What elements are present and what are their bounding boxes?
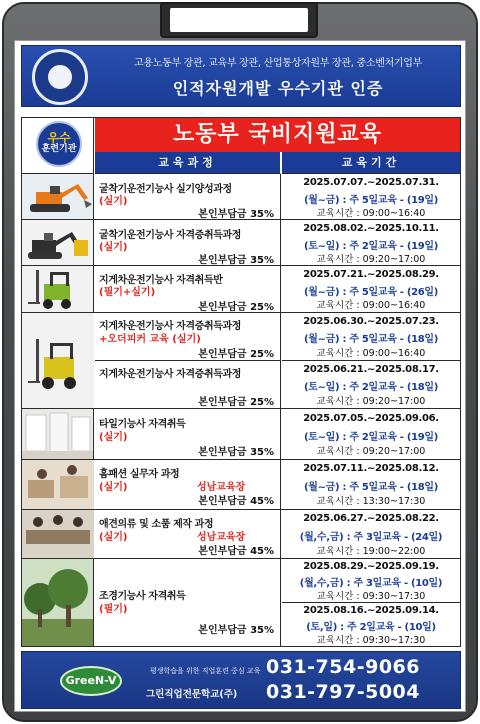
table-row bbox=[22, 313, 460, 361]
course-type: (실기) bbox=[99, 432, 128, 443]
period-time: 교육시간 : 13:30~17:30 bbox=[316, 496, 426, 507]
course-name: 지게차운전기능사 자격증취득과정 bbox=[99, 369, 241, 380]
contact-footer bbox=[21, 651, 461, 709]
period-days: (월~금) : 주 5일교육 - (18일) bbox=[303, 334, 439, 345]
period-date: 2025.06.30.~2025.07.23. bbox=[303, 316, 439, 327]
school-tagline: 평생학습을 위한 직업훈련 중심 교육 bbox=[150, 667, 261, 675]
school-name: 그린직업전문학교(주) bbox=[146, 689, 238, 700]
period-date: 2025.07.11.~2025.08.12. bbox=[303, 463, 439, 474]
period-days: (토~일) : 주 2일교육 - (18일) bbox=[303, 382, 439, 393]
period-date: 2025.07.05.~2025.09.06. bbox=[303, 413, 439, 424]
period-days: (토~일) : 주 2일교육 - (19일) bbox=[303, 432, 439, 443]
course-type: (실기) bbox=[99, 242, 128, 253]
course-name: 굴착기운전기능사 자격증취득과정 bbox=[99, 230, 241, 241]
period-date: 2025.07.07.~2025.07.31. bbox=[303, 177, 439, 188]
period-date: 2025.07.21.~2025.08.29. bbox=[303, 269, 439, 280]
course-cost: 본인부담금 35% bbox=[198, 255, 274, 266]
period-days: (토,일) : 주 2일교육 - (10일) bbox=[306, 622, 436, 633]
course-table bbox=[21, 117, 461, 647]
period-date: 2025.06.27.~2025.08.22. bbox=[303, 513, 439, 524]
table-row bbox=[22, 460, 460, 510]
period-date: 2025.08.16.~2025.09.14. bbox=[303, 605, 439, 616]
tile-room-photo bbox=[22, 409, 94, 459]
course-name: 지게차운전기능사 자격증취득과정 bbox=[99, 321, 241, 332]
course-type: (필기) bbox=[99, 604, 128, 615]
course-type: (실기) bbox=[99, 482, 128, 493]
table-row bbox=[22, 361, 460, 409]
period-time: 교육시간 : 09:20~17:00 bbox=[316, 396, 426, 407]
certification-banner bbox=[21, 45, 461, 107]
course-type: (실기) bbox=[99, 532, 128, 543]
period-divider bbox=[282, 602, 460, 603]
course-name: 지게차운전기능사 자격취득반 bbox=[99, 275, 223, 286]
course-name: 조경기능사 자격취득 bbox=[99, 591, 186, 602]
period-date: 2025.06.21.~2025.08.17. bbox=[303, 364, 439, 375]
period-days: (월,수,금) : 주 3일교육 - (24일) bbox=[299, 532, 443, 543]
table-row bbox=[22, 220, 460, 266]
badge-line1: 우수 bbox=[47, 131, 71, 145]
course-type: (실기) bbox=[99, 196, 128, 207]
course-cost: 본인부담금 25% bbox=[198, 349, 274, 360]
period-days: (월~금) : 주 5일교육 - (18일) bbox=[303, 482, 439, 493]
column-header-period: 교육기간 bbox=[282, 152, 460, 174]
table-row bbox=[22, 510, 460, 559]
period-time: 교육시간 : 09:00~16:40 bbox=[316, 300, 426, 311]
period-time: 교육시간 : 19:00~22:00 bbox=[316, 546, 426, 557]
excavator-photo bbox=[22, 174, 94, 219]
flyer-sheet bbox=[14, 40, 466, 712]
course-cost: 본인부담금 35% bbox=[198, 625, 274, 636]
table-row bbox=[22, 559, 460, 646]
course-cost: 본인부담금 45% bbox=[198, 546, 274, 557]
period-days: (토~일) : 주 2일교육 - (19일) bbox=[303, 241, 439, 252]
course-type: (필기+실기) bbox=[99, 287, 156, 298]
hrd-emblem-center bbox=[48, 65, 72, 89]
table-row bbox=[22, 266, 460, 313]
excavator-photo bbox=[22, 220, 94, 265]
period-days: (월,수,금) : 주 3일교육 - (10일) bbox=[299, 578, 443, 589]
course-cost: 본인부담금 35% bbox=[198, 209, 274, 220]
period-time: 교육시간 : 09:20~17:00 bbox=[316, 254, 426, 265]
period-time: 교육시간 : 09:00~16:40 bbox=[316, 348, 426, 359]
greenv-logo-icon: GreeN-V bbox=[60, 666, 122, 696]
course-name: 굴착기운전기능사 실기양성과정 bbox=[99, 184, 232, 195]
period-time: 교육시간 : 09:30~17:30 bbox=[316, 635, 426, 646]
course-location: 성남교육장 bbox=[197, 532, 246, 543]
course-cost: 본인부담금 35% bbox=[198, 447, 274, 458]
excellent-institution-badge bbox=[22, 118, 94, 174]
course-name: 타일기능사 자격취득 bbox=[99, 419, 186, 430]
period-date: 2025.08.02.~2025.10.11. bbox=[303, 223, 439, 234]
course-name: 홈패션 실무자 과정 bbox=[99, 469, 180, 480]
table-row bbox=[22, 409, 460, 460]
column-header-course: 교육과정 bbox=[95, 152, 281, 174]
table-row bbox=[22, 174, 460, 220]
course-cost: 본인부담금 25% bbox=[198, 302, 274, 313]
clipboard-clip-window bbox=[170, 8, 308, 32]
badge-line2: 훈련기관 bbox=[41, 144, 77, 155]
course-type: +오더피커 교육 (실기) bbox=[99, 334, 201, 345]
banner-subtitle: 고용노동부 장관, 교육부 장관, 산업통상자원부 장관, 중소벤처기업부 bbox=[134, 58, 422, 69]
landscaping-photo bbox=[22, 559, 94, 646]
phone-number-1[interactable]: 031-754-9066 bbox=[266, 656, 420, 678]
medal-icon bbox=[36, 121, 82, 167]
course-cost: 본인부담금 45% bbox=[198, 496, 274, 507]
course-name: 애견의류 및 소품 제작 과정 bbox=[99, 519, 214, 530]
course-location: 성남교육장 bbox=[197, 482, 246, 493]
period-days: (월~금) : 주 5일교육 - (19일) bbox=[303, 195, 439, 206]
banner-title: 인적자원개발 우수기관 인증 bbox=[172, 79, 384, 98]
phone-number-2[interactable]: 031-797-5004 bbox=[266, 681, 420, 703]
period-time: 교육시간 : 09:20~17:00 bbox=[316, 446, 426, 457]
table-title: 노동부 국비지원교육 bbox=[95, 118, 460, 152]
course-cost: 본인부담금 25% bbox=[198, 397, 274, 408]
forklift-photo bbox=[22, 266, 94, 312]
period-time: 교육시간 : 09:30~17:30 bbox=[316, 591, 426, 602]
period-time: 교육시간 : 09:00~16:40 bbox=[316, 208, 426, 219]
period-date: 2025.08.29.~2025.09.19. bbox=[303, 561, 439, 572]
period-days: (월~금) : 주 5일교육 - (26일) bbox=[303, 287, 439, 298]
hrd-emblem-icon bbox=[32, 49, 88, 105]
